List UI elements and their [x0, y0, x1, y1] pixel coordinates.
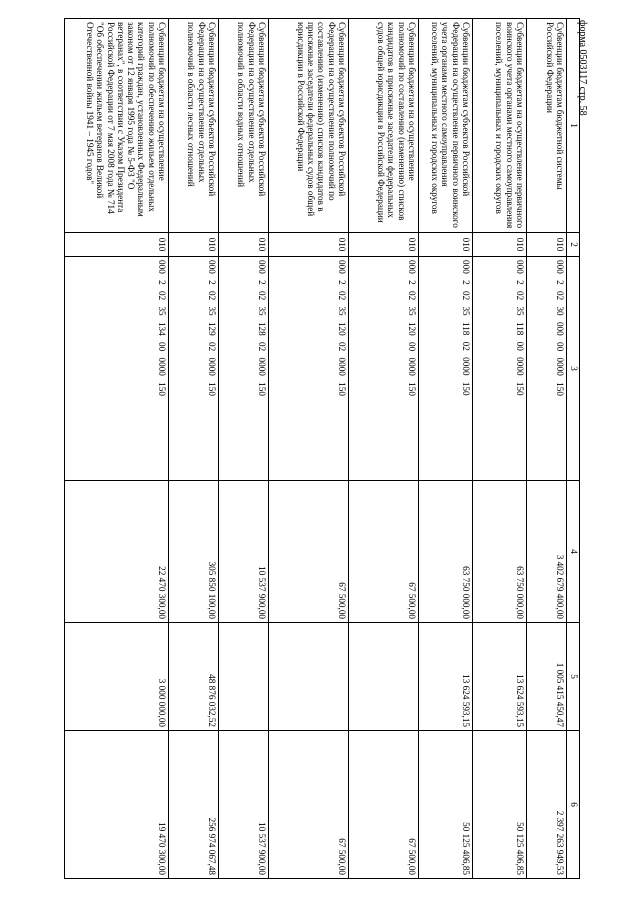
- row-budget-code: 000 2 02 30 000 00 0000 150: [527, 257, 567, 481]
- row-name: Субвенции бюджетам бюджетной системы Российской Федерации: [527, 19, 567, 233]
- row-remaining: 50 125 406,85: [419, 731, 473, 879]
- row-budget-code: 000 2 02 35 120 02 0000 150: [269, 257, 349, 481]
- col-header-5: 5: [567, 623, 580, 731]
- row-line-code: 010: [269, 233, 349, 257]
- row-line-code: 010: [419, 233, 473, 257]
- row-approved: 10 537 900,00: [219, 481, 269, 623]
- table-row: [419, 19, 473, 879]
- row-name: Субвенции бюджетам на осуществление первичного воинского учета органами местного самоуправления поселений, муниципальных и городских округов: [473, 19, 527, 233]
- row-approved: 63 750 000,00: [473, 481, 527, 623]
- row-approved: 305 850 100,00: [169, 481, 219, 623]
- row-remaining: 50 125 406,85: [473, 731, 527, 879]
- col-header-2: 2: [567, 233, 580, 257]
- row-remaining: 67 500,00: [269, 731, 349, 879]
- row-executed: 3 000 000,00: [65, 623, 169, 731]
- row-budget-code: 000 2 02 35 120 00 0000 150: [349, 257, 419, 481]
- table-row: [269, 19, 349, 879]
- col-header-1: 1: [567, 19, 580, 233]
- row-budget-code: 000 2 02 35 118 02 0000 150: [419, 257, 473, 481]
- row-line-code: 010: [65, 233, 169, 257]
- row-remaining: 19 470 300,00: [65, 731, 169, 879]
- row-executed: 13 624 593,15: [473, 623, 527, 731]
- row-executed: 48 876 032,52: [169, 623, 219, 731]
- row-approved: 3 402 679 400,00: [527, 481, 567, 623]
- row-name: Субвенции бюджетам субъектов Российской Федерации на осуществление полномочий по составлению (изменению) списков кандидатов в присяжные заседатели федеральных судов общей юрисдикции в Российской Федерации: [269, 19, 349, 233]
- report-table-container: [66, 18, 580, 878]
- row-line-code: 010: [473, 233, 527, 257]
- table-row: [349, 19, 419, 879]
- row-executed: [269, 623, 349, 731]
- row-approved: 67 500,00: [269, 481, 349, 623]
- row-budget-code: 000 2 02 35 129 02 0000 150: [169, 257, 219, 481]
- row-line-code: 010: [219, 233, 269, 257]
- row-executed: [219, 623, 269, 731]
- row-name: Субвенции бюджетам субъектов Российской Федерации на осуществление отдельных полномочий в области лесных отношений: [169, 19, 219, 233]
- col-header-3: 3: [567, 257, 580, 481]
- row-executed: [349, 623, 419, 731]
- report-table: [64, 18, 580, 879]
- row-executed: 13 624 593,15: [419, 623, 473, 731]
- table-row: [169, 19, 219, 879]
- table-header: [567, 19, 580, 879]
- row-line-code: 010: [527, 233, 567, 257]
- row-approved: 22 470 300,00: [65, 481, 169, 623]
- row-approved: 63 750 000,00: [419, 481, 473, 623]
- row-remaining: 10 537 900,00: [219, 731, 269, 879]
- table-row: [65, 19, 169, 879]
- row-executed: 1 005 415 450,47: [527, 623, 567, 731]
- table-row: [527, 19, 567, 879]
- row-budget-code: 000 2 02 35 134 00 0000 150: [65, 257, 169, 481]
- row-name: Субвенции бюджетам субъектов Российской Федерации на осуществление первичного воинского учета органами местного самоуправления поселений, муниципальных и городских округов: [419, 19, 473, 233]
- row-remaining: 2 397 263 949,53: [527, 731, 567, 879]
- row-remaining: 67 500,00: [349, 731, 419, 879]
- row-name: Субвенции бюджетам субъектов Российской Федерации на осуществление отдельных полномочий в области водных отношений: [219, 19, 269, 233]
- table-row: [473, 19, 527, 879]
- row-name: Субвенции бюджетам на осуществление полномочий по составлению (изменению) списков кандидатов в присяжные заседатели федеральных судов общей юрисдикции в Российской Федерации: [349, 19, 419, 233]
- col-header-4: 4: [567, 481, 580, 623]
- header-row: [567, 19, 580, 879]
- row-line-code: 010: [349, 233, 419, 257]
- row-name: Субвенции бюджетам на осуществление полномочий по обеспечению жильем отдельных категорий граждан, установленных Федеральным законом от 12 января 1995 года № 5-ФЗ "О ветеранах", в соответствии с Указом Президента Российской Федерации от 7 мая 2008 года № 714 "Об обеспечении жильем ветеранов Великой Отечественной войны 1941 – 1945 годов": [65, 19, 169, 233]
- table-row: [219, 19, 269, 879]
- table-body: [65, 19, 567, 879]
- row-remaining: 256 974 067,48: [169, 731, 219, 879]
- form-page-label: форма 0503117 стр. 58: [577, 20, 588, 116]
- col-header-6: 6: [567, 731, 580, 879]
- row-line-code: 010: [169, 233, 219, 257]
- row-budget-code: 000 2 02 35 118 00 0000 150: [473, 257, 527, 481]
- row-approved: 67 500,00: [349, 481, 419, 623]
- row-budget-code: 000 2 02 35 128 02 0000 150: [219, 257, 269, 481]
